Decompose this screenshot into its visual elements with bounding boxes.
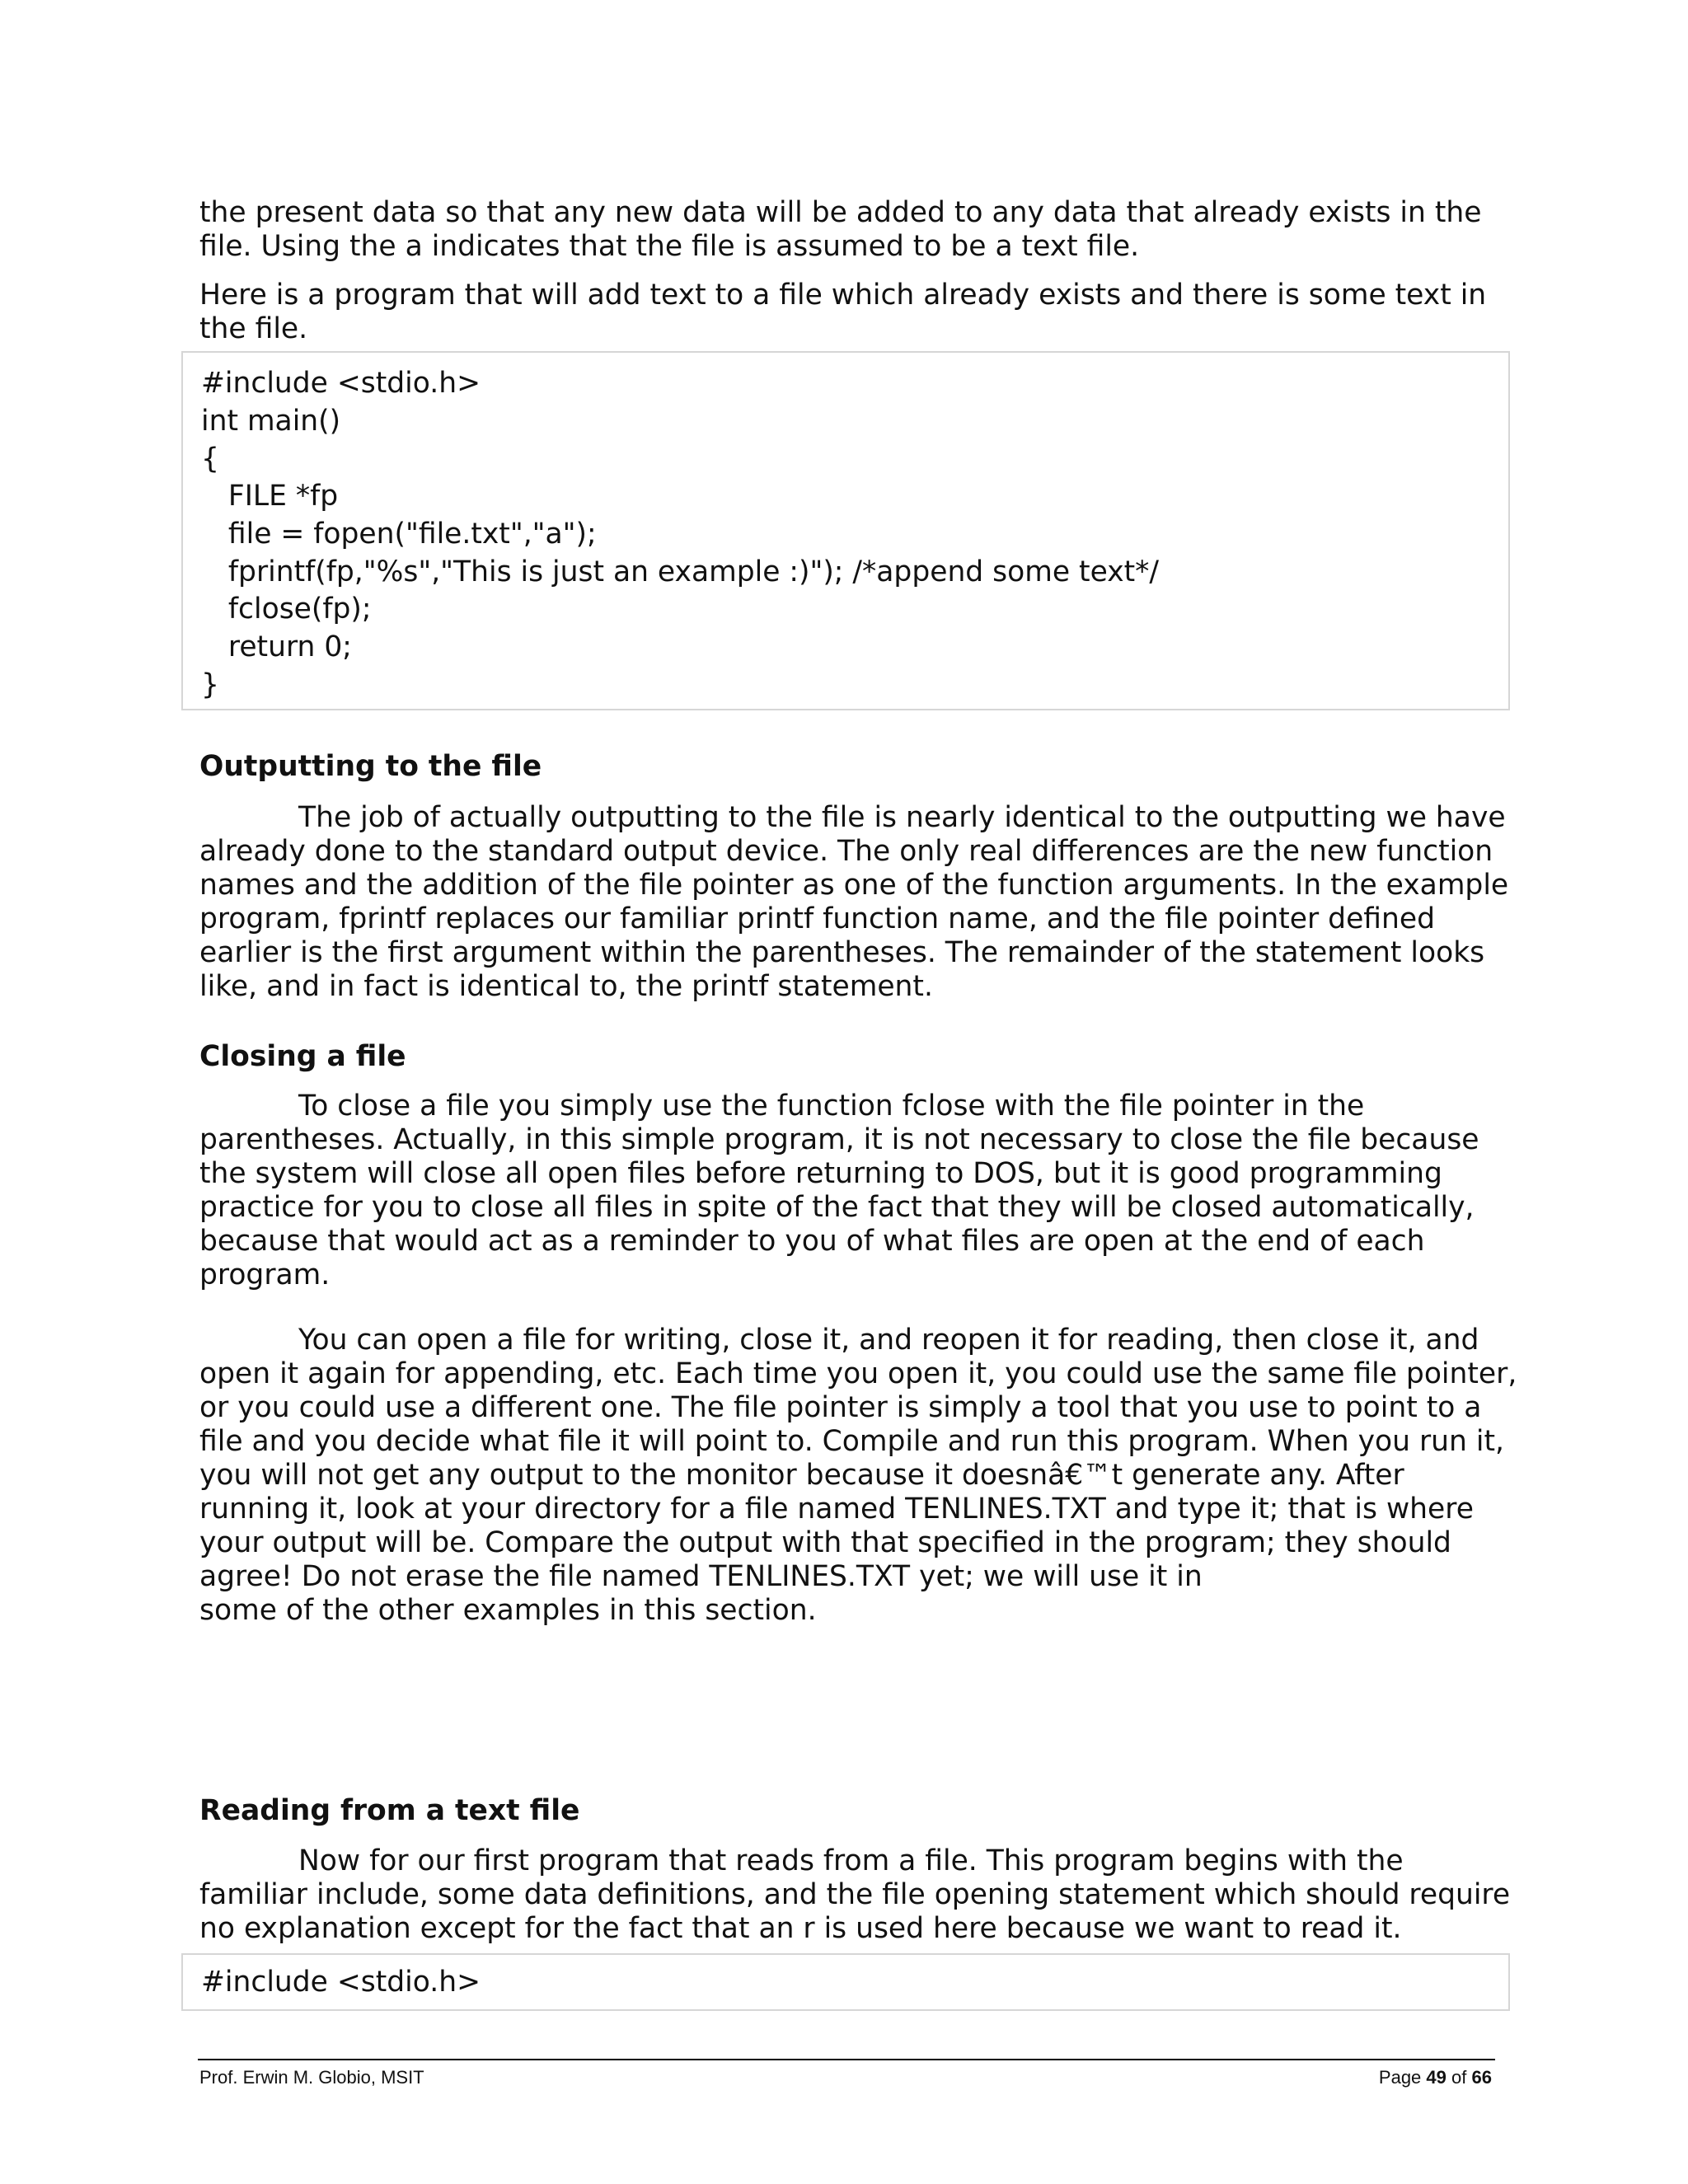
current-page: 49 <box>1426 2067 1447 2088</box>
closing-line: agree! Do not erase the file named TENLINES.TXT yet; we will use it in <box>199 1560 1203 1593</box>
reading-line: Now for our first program that reads from a file. This program begins with the <box>298 1844 1404 1877</box>
page-label: Page <box>1378 2067 1422 2088</box>
heading-reading: Reading from a text file <box>199 1794 580 1827</box>
intro-line: file. Using the a indicates that the file is assumed to be a text file. <box>199 230 1140 263</box>
closing-line: or you could use a different one. The file pointer is simply a tool that you use to point to a <box>199 1391 1482 1424</box>
closing-line: program. <box>199 1258 331 1291</box>
lead-line: the file. <box>199 312 308 345</box>
outputting-line: program, fprintf replaces our familiar printf function name, and the file pointer defined <box>199 902 1436 935</box>
footer-rule <box>198 2059 1495 2060</box>
heading-outputting: Outputting to the file <box>199 750 542 783</box>
closing-line: open it again for appending, etc. Each time you open it, you could use the same file pointer, <box>199 1357 1517 1390</box>
code-line: #include <stdio.h> <box>201 1966 481 1999</box>
code-line: return 0; <box>201 630 352 663</box>
outputting-paragraph <box>199 801 1518 1004</box>
closing-line: because that would act as a reminder to you of what files are open at the end of each <box>199 1225 1425 1258</box>
closing-line: practice for you to close all files in spite of the fact that they will be closed automatically, <box>199 1191 1475 1224</box>
outputting-line: like, and in fact is identical to, the printf statement. <box>199 970 933 1003</box>
code-line: FILE *fp <box>201 480 339 513</box>
footer-author: Prof. Erwin M. Globio, MSIT <box>199 2067 424 2088</box>
code-line: { <box>201 443 219 476</box>
code-line: file = fopen("file.txt","a"); <box>201 518 597 551</box>
closing-paragraph-2 <box>199 1324 1518 1628</box>
code-line: fprintf(fp,"%s","This is just an example :)"); /*append some text*/ <box>201 555 1160 588</box>
code-line: } <box>201 668 219 701</box>
lead-paragraph <box>199 279 1518 346</box>
closing-line: the system will close all open files before returning to DOS, but it is good programming <box>199 1157 1442 1190</box>
code-line: fclose(fp); <box>201 593 372 626</box>
closing-line: you will not get any output to the monitor because it doesnâ€™t generate any. After <box>199 1459 1404 1492</box>
heading-closing: Closing a file <box>199 1040 406 1073</box>
intro-paragraph <box>199 196 1518 264</box>
closing-line: some of the other examples in this section. <box>199 1594 817 1627</box>
closing-line: To close a file you simply use the function fclose with the file pointer in the <box>298 1090 1365 1122</box>
closing-line: parentheses. Actually, in this simple program, it is not necessary to close the file because <box>199 1123 1479 1156</box>
closing-line: You can open a file for writing, close it, and reopen it for reading, then close it, and <box>298 1324 1479 1357</box>
closing-line: file and you decide what file it will point to. Compile and run this program. When you run it, <box>199 1425 1504 1458</box>
total-pages: 66 <box>1471 2067 1492 2088</box>
lead-line: Here is a program that will add text to a file which already exists and there is some text in <box>199 279 1487 312</box>
reading-paragraph <box>199 1844 1518 1946</box>
closing-paragraph-1 <box>199 1090 1518 1292</box>
code-block-append <box>181 351 1510 710</box>
reading-line: no explanation except for the fact that an r is used here because we want to read it. <box>199 1912 1402 1945</box>
reading-line: familiar include, some data definitions, and the file opening statement which should require <box>199 1878 1511 1911</box>
closing-line: your output will be. Compare the output with that specified in the program; they should <box>199 1526 1451 1559</box>
of-label: of <box>1451 2067 1467 2088</box>
outputting-line: already done to the standard output device. The only real differences are the new function <box>199 835 1493 868</box>
code-line: #include <stdio.h> <box>201 367 481 400</box>
closing-line: running it, look at your directory for a file named TENLINES.TXT and type it; that is where <box>199 1493 1474 1526</box>
code-block-read <box>181 1953 1510 2011</box>
outputting-line: names and the addition of the file pointer as one of the function arguments. In the example <box>199 869 1509 902</box>
intro-line: the present data so that any new data will be added to any data that already exists in the <box>199 196 1482 229</box>
outputting-line: earlier is the first argument within the parentheses. The remainder of the statement looks <box>199 936 1485 969</box>
outputting-line: The job of actually outputting to the file is nearly identical to the outputting we have <box>298 801 1506 834</box>
code-line: int main() <box>201 405 341 438</box>
footer-page-number <box>1379 2067 1492 2088</box>
